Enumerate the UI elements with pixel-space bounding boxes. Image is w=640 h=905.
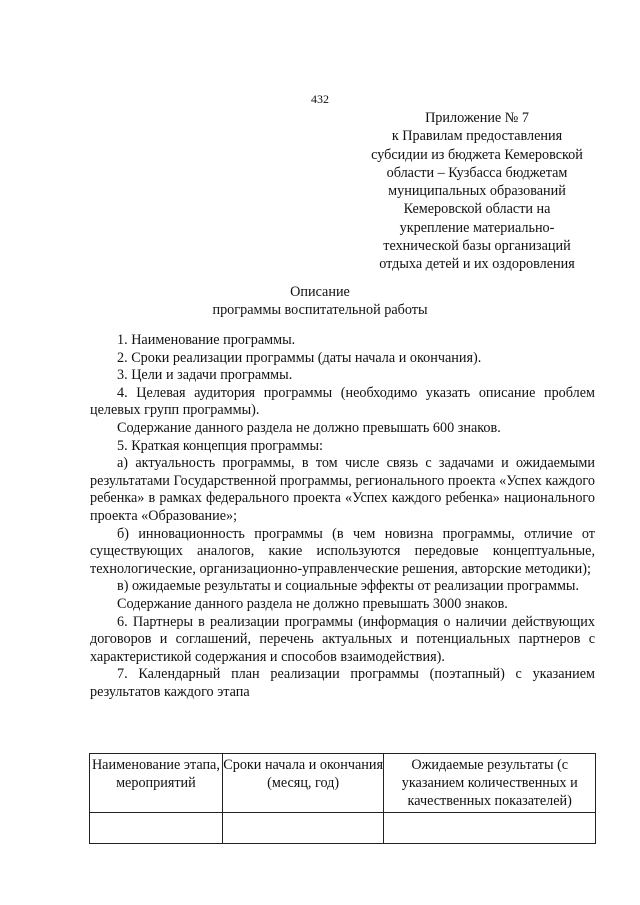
table-header-stage: Наименование этапа, мероприятий	[90, 754, 223, 813]
paragraph-limit-3000: Содержание данного раздела не должно превышать 3000 знаков.	[117, 595, 508, 612]
appendix-line: муниципальных образований	[388, 183, 566, 200]
paragraph-item-5b: б) инновационность программы (в чем новизна программы, отличие от существующих аналогов, какие используются передовые концептуальные, технологические, организационно-управленческие решения, авторские методики);	[90, 525, 595, 577]
paragraph-item-5v: в) ожидаемые результаты и социальные эффекты от реализации программы.	[117, 578, 580, 595]
appendix-header	[352, 109, 602, 274]
appendix-line: Приложение № 7	[425, 110, 529, 126]
table-cell	[90, 813, 223, 844]
paragraph-item-5: 5. Краткая концепция программы:	[117, 437, 323, 454]
table-cell	[222, 813, 384, 844]
paragraph-item-6: 6. Партнеры в реализации программы (информация о наличии действующих договоров и соглашений, перечень актуальных и потенциальных партнеров с характеристикой содержания и способов взаимодействия).	[90, 613, 595, 665]
table-header-row	[90, 754, 596, 813]
title-line-2: программы воспитательной работы	[212, 302, 428, 318]
appendix-line: субсидии из бюджета Кемеровской	[371, 146, 583, 163]
calendar-plan-table	[89, 753, 596, 844]
appendix-line: к Правилам предоставления	[391, 128, 563, 145]
paragraph-limit-600: Содержание данного раздела не должно превышать 600 знаков.	[117, 419, 501, 436]
paragraph-item-5a: а) актуальность программы, в том числе связь с задачами и ожидаемыми результатами Государственной программы, регионального проекта «Успех каждого ребенка» в рамках федерального проекта «Успех каждого ребенка» национального проекта «Образование»;	[90, 455, 595, 524]
paragraph-item-7: 7. Календарный план реализации программы (поэтапный) с указанием результатов каждого этапа	[90, 666, 595, 700]
appendix-line: укрепление материально-	[399, 219, 555, 236]
table-cell	[384, 813, 596, 844]
table-row	[90, 813, 596, 844]
table-header-dates: Сроки начала и окончания (месяц, год)	[222, 754, 384, 813]
document-title	[0, 283, 640, 319]
title-line-1: Описание	[290, 284, 350, 300]
table-header-results: Ожидаемые результаты (с указанием количественных и качественных показателей)	[384, 754, 596, 813]
paragraph-item-3: 3. Цели и задачи программы.	[117, 367, 293, 384]
paragraph-item-1: 1. Наименование программы.	[117, 332, 296, 348]
appendix-line: Кемеровской области на	[403, 201, 551, 218]
document-body	[90, 332, 595, 701]
paragraph-item-2: 2. Сроки реализации программы (даты начала и окончания).	[117, 349, 482, 366]
page-number: 432	[311, 92, 329, 106]
appendix-line: технической базы организаций	[383, 238, 571, 255]
paragraph-item-4: 4. Целевая аудитория программы (необходимо указать описание проблем целевых групп программы).	[90, 384, 595, 419]
appendix-line: отдыха детей и их оздоровления	[379, 256, 575, 273]
appendix-line: области – Кузбасса бюджетам	[386, 164, 568, 181]
